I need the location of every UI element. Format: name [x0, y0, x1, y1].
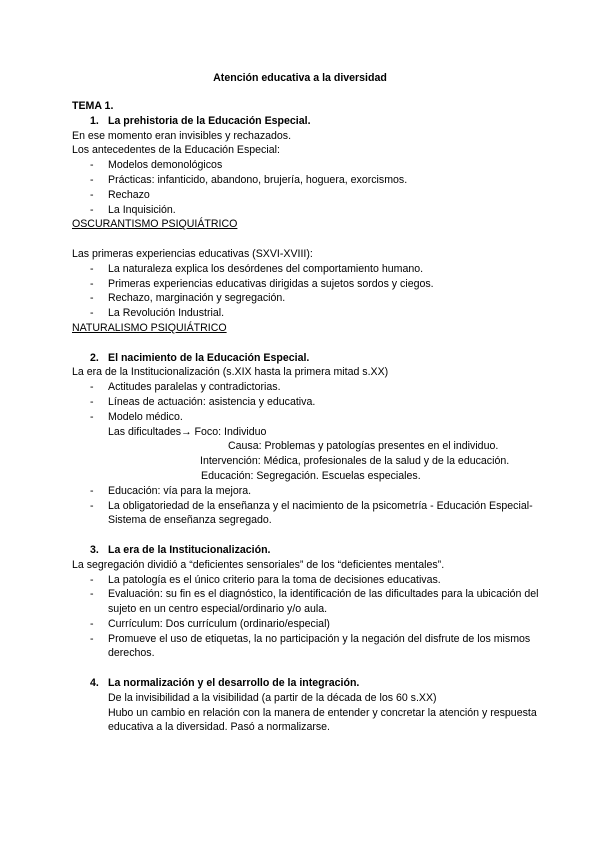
list-item: - Líneas de actuación: asistencia y educativa. [72, 395, 542, 410]
section-1-heading [72, 114, 542, 129]
educacion-line: Educación: Segregación. Escuelas especiales. [201, 469, 421, 482]
dificultades-line: Las dificultades→ Foco: Individuo [108, 425, 267, 438]
bullet-list [72, 158, 542, 217]
section-4-title: La normalización y el desarrollo de la integración. [108, 677, 360, 690]
section-1-number: 1. [90, 114, 99, 127]
list-item: - Actitudes paralelas y contradictorias. [72, 380, 542, 395]
list-item: - Rechazo, marginación y segregación. [72, 291, 542, 306]
paragraph: La era de la Institucionalización (s.XIX hasta la primera mitad s.XX) [72, 366, 389, 379]
paragraph: Hubo un cambio en relación con la manera de entender y concretar la atención y respuesta educativa a la diversidad. Pasó a normalizarse. [108, 706, 537, 734]
document-body [72, 99, 542, 735]
paragraph: Las primeras experiencias educativas (SXVI-XVIII): [72, 247, 313, 260]
list-item: - La Revolución Industrial. [72, 306, 542, 321]
list-item: - La obligatoriedad de la enseñanza y el nacimiento de la psicometría - Educación Especial- Sistema de enseñanza segregado. [72, 499, 542, 529]
bullet-list [72, 380, 542, 424]
document-title: Atención educativa a la diversidad [213, 72, 387, 84]
bullet-list [72, 573, 542, 662]
causa-line: Causa: Problemas y patologías presentes en el individuo. [228, 440, 499, 453]
section-4-heading [72, 676, 542, 691]
underlined-label: NATURALISMO PSIQUIÁTRICO [72, 321, 227, 334]
paragraph: La segregación dividió a “deficientes sensoriales” de los “deficientes mentales”. [72, 558, 445, 571]
bullet-list [72, 484, 542, 528]
paragraph: Los antecedentes de la Educación Especial: [72, 144, 280, 157]
list-item: - Prácticas: infanticido, abandono, brujería, hoguera, exorcismos. [72, 173, 542, 188]
section-3-title: La era de la Institucionalización. [108, 543, 271, 556]
list-item: - La patología es el único criterio para la toma de decisiones educativas. [72, 573, 542, 588]
section-3-heading [72, 543, 542, 558]
list-item: - Rechazo [72, 188, 542, 203]
list-item: - La naturaleza explica los desórdenes del comportamiento humano. [72, 262, 542, 277]
section-4-number: 4. [90, 677, 99, 690]
paragraph: En ese momento eran invisibles y rechazados. [72, 129, 292, 142]
list-item: - Promueve el uso de etiquetas, la no participación y la negación del disfrute de los mismos derechos. [72, 632, 542, 662]
section-3-number: 3. [90, 543, 99, 556]
section-1-title: La prehistoria de la Educación Especial. [108, 114, 311, 127]
list-item: - Modelos demonológicos [72, 158, 542, 173]
list-item: - La Inquisición. [72, 203, 542, 218]
section-2-number: 2. [90, 351, 99, 364]
section-2-heading [72, 351, 542, 366]
bullet-list [72, 262, 542, 321]
list-item: - Evaluación: su fin es el diagnóstico, la identificación de las dificultades para la ubicación del sujeto en un centro especial/ordinario y/o aula. [72, 587, 542, 617]
list-item: - Educación: vía para la mejora. [72, 484, 542, 499]
list-item: - Modelo médico. [72, 410, 542, 425]
underlined-label: OSCURANTISMO PSIQUIÁTRICO [72, 218, 238, 231]
intervencion-line: Intervención: Médica, profesionales de la salud y de la educación. [200, 455, 510, 468]
section-2-title: El nacimiento de la Educación Especial. [108, 351, 310, 364]
list-item: - Currículum: Dos currículum (ordinario/especial) [72, 617, 542, 632]
list-item: - Primeras experiencias educativas dirigidas a sujetos sordos y ciegos. [72, 277, 542, 292]
paragraph: De la invisibilidad a la visibilidad (a partir de la década de los 60 s.XX) [108, 691, 437, 704]
tema-label: TEMA 1. [72, 100, 114, 112]
